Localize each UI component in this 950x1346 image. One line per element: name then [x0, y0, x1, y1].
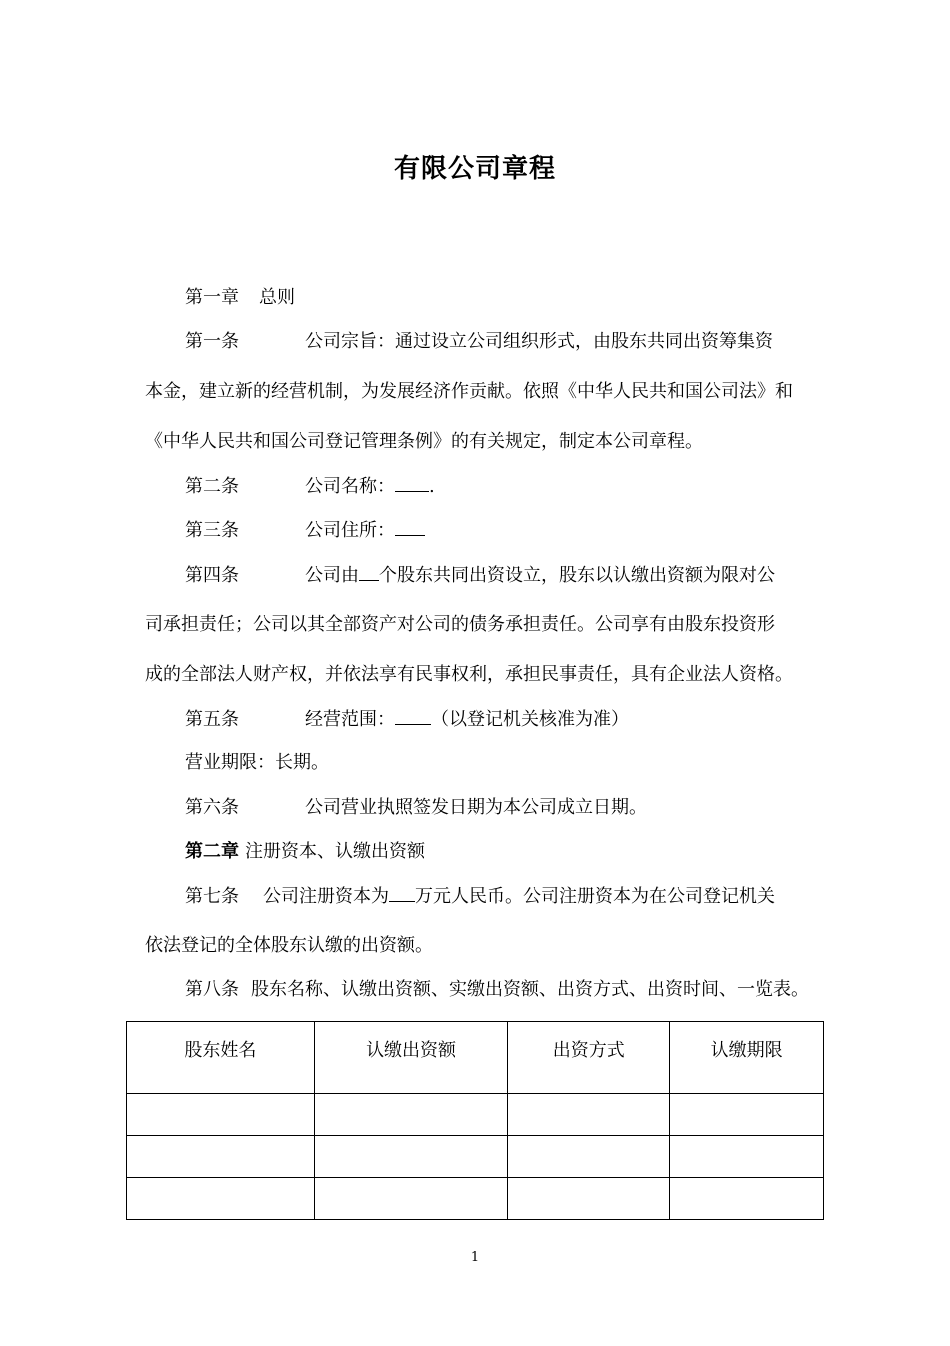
header-shareholder-name: 股东姓名	[127, 1022, 315, 1094]
table-cell	[508, 1178, 670, 1220]
table-cell	[127, 1094, 315, 1136]
article-4-line-3: 成的全部法人财产权，并依法享有民事权利，承担民事责任，具有企业法人资格。	[145, 664, 793, 685]
table-row	[127, 1136, 824, 1178]
article-5	[185, 706, 629, 733]
article-6	[185, 795, 647, 821]
article-4-prefix: 公司由	[305, 565, 359, 586]
article-4-line-1	[185, 562, 775, 589]
article-7-line-1	[185, 883, 775, 910]
table-cell	[670, 1136, 824, 1178]
article-2	[185, 473, 435, 500]
article-1-line-3: 《中华人民共和国公司登记管理条例》的有关规定，制定本公司章程。	[145, 431, 703, 452]
chapter-2-name: 注册资本、认缴出资额	[245, 841, 425, 862]
article-4-text-1: 个股东共同出资设立，股东以认缴出资额为限对公	[379, 565, 775, 586]
article-1-text-1: 公司宗旨：通过设立公司组织形式，由股东共同出资筹集资	[305, 331, 773, 352]
table-row	[127, 1178, 824, 1220]
article-4-label: 第四条	[185, 565, 239, 586]
header-contribution-method: 出资方式	[508, 1022, 670, 1094]
document-title: 有限公司章程	[393, 154, 556, 184]
registered-capital-blank	[389, 883, 415, 902]
table-cell	[508, 1136, 670, 1178]
article-8	[185, 977, 809, 1003]
table-cell	[508, 1094, 670, 1136]
header-subscribed-amount: 认缴出资额	[314, 1022, 508, 1094]
article-3-text: 公司住所：	[305, 520, 395, 541]
article-8-label: 第八条	[185, 979, 239, 1000]
table-cell	[127, 1136, 315, 1178]
chapter-1-heading	[185, 285, 295, 311]
business-scope-blank	[395, 706, 431, 725]
article-5-note: （以登记机关核准为准）	[431, 709, 629, 730]
page-number: 1	[470, 1250, 480, 1265]
table-cell	[670, 1178, 824, 1220]
article-2-tail: .	[429, 476, 435, 497]
article-4-line-2: 司承担责任；公司以其全部资产对公司的债务承担责任。公司享有由股东投资形	[145, 614, 775, 635]
table-cell	[127, 1178, 315, 1220]
table-header-row	[127, 1022, 824, 1094]
article-7-text-1: 万元人民币。公司注册资本为在公司登记机关	[415, 886, 775, 907]
company-address-blank	[395, 517, 425, 536]
table-cell	[314, 1094, 508, 1136]
table-row	[127, 1094, 824, 1136]
article-3	[185, 517, 425, 544]
header-subscription-deadline: 认缴期限	[670, 1022, 824, 1094]
company-name-blank	[395, 473, 429, 492]
business-term: 营业期限：长期。	[185, 752, 329, 773]
article-5-label: 第五条	[185, 709, 239, 730]
article-2-text: 公司名称：	[305, 476, 395, 497]
article-8-text: 股东名称、认缴出资额、实缴出资额、出资方式、出资时间、一览表。	[251, 979, 809, 1000]
article-5-text: 经营范围：	[305, 709, 395, 730]
article-7-line-2: 依法登记的全体股东认缴的出资额。	[145, 935, 433, 956]
shareholder-table	[126, 1021, 824, 1220]
article-2-label: 第二条	[185, 476, 239, 497]
article-3-label: 第三条	[185, 520, 239, 541]
shareholder-count-blank	[359, 562, 379, 581]
chapter-2-heading	[185, 839, 425, 865]
article-7-prefix: 公司注册资本为	[263, 886, 389, 907]
article-1-line-1	[185, 329, 773, 355]
table-cell	[314, 1136, 508, 1178]
article-6-text: 公司营业执照签发日期为本公司成立日期。	[305, 797, 647, 818]
chapter-1-name: 总则	[259, 287, 295, 308]
table-cell	[314, 1178, 508, 1220]
article-7-label: 第七条	[185, 886, 239, 907]
article-6-label: 第六条	[185, 797, 239, 818]
chapter-2-label: 第二章	[185, 841, 239, 862]
article-1-label: 第一条	[185, 331, 239, 352]
article-1-line-2: 本金，建立新的经营机制，为发展经济作贡献。依照《中华人民共和国公司法》和	[145, 381, 793, 402]
table-cell	[670, 1094, 824, 1136]
chapter-1-label: 第一章	[185, 287, 239, 308]
